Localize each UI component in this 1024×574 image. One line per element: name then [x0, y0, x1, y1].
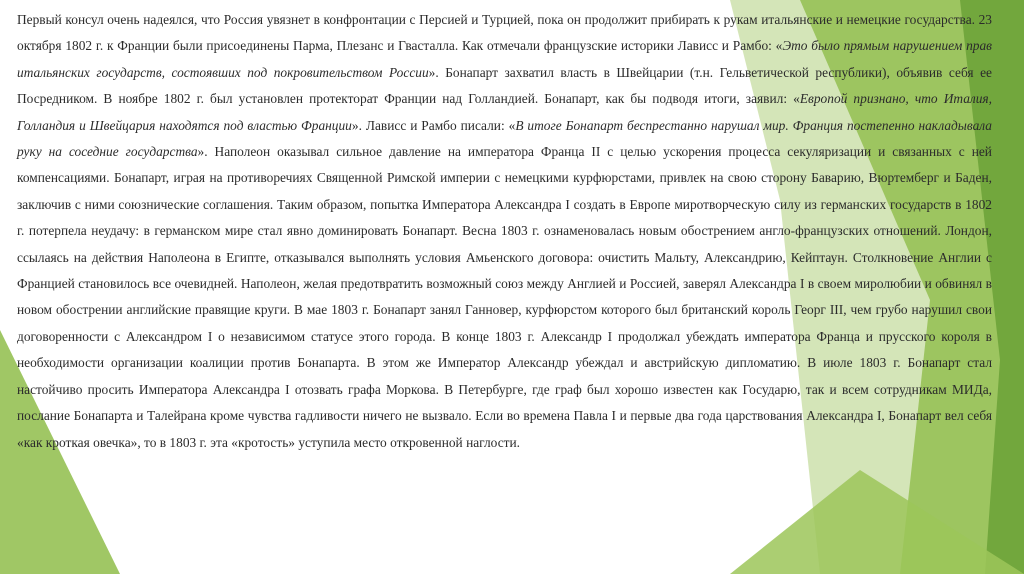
- quote-lavisse-rambaud-1: Это было прямым нарушением прав итальянских государств, состоявших под покровительством России: [17, 38, 992, 80]
- text-segment: ». Лависс и Рамбо писали: «: [351, 117, 516, 133]
- quote-lavisse-rambaud-2: В итоге Бонапарт беспрестанно нарушал мир. Франция постепенно накладывала руку на соседние государства: [17, 117, 992, 160]
- text-segment: ». Бонапарт захватил власть в Швейцарии (т.н. Гельветической республики), объявив себя ее Посредником. В ноябре 1802 г. был установлен протекторат Франции над Голландией. Бонапарт, как бы подводя итоги, заявил: «: [17, 64, 992, 107]
- main-paragraph: [17, 7, 992, 456]
- text-segment: Первый консул очень надеялся, что Россия увязнет в конфронтации с Персией и Турцией, пока он продолжит прибирать к рукам итальянские и немецкие государства. 23 октября 1802 г. к Франции были присоединены Парма, Плезанс и Гвасталла. Как отмечали французские историки Лависс и Рамбо: «: [17, 12, 992, 54]
- quote-bonaparte: Европой признано, что Италия, Голландия и Швейцария находятся под властью Франции: [17, 91, 993, 133]
- slide-text: [17, 7, 992, 456]
- text-segment: ». Наполеон оказывал сильное давление на императора Франца II с целью ускорения процесса секуляризации и связанных с ней компенсациями. Бонапарт, играя на противоречиях Священной Римской империи с немецкими курфюрстами, привлек на свою сторону Баварию, Вюртемберг и Баден, заключив с ними союзнические соглашения. Таким образом, попытка Императора Александра I создать в Европе миротворческую силу из германских государств в 1802 г. потерпела неудачу: в германском мире стал явно доминировать Бонапарт. Весна 1803 г. ознаменовалась новым обострением англо-французских отношений. Лондон, ссылаясь на действия Наполеона в Египте, отказывался выполнять условия Амьенского договора: очистить Мальту, Александрию, Кейптаун. Столкновение Англии с Францией становилось все очевидней. Наполеон, желая предотвратить возможный союз между Англией и Россией, заверял Александра I в своем миролюбии и обвинял в новом обострении английские правящие круги. В мае 1803 г. Бонапарт занял Ганновер, курфюрстом которого был британский король Георг III, чем грубо нарушил свои договоренности с Александром I о независимом статусе этого города. В конце 1803 г. Александр I продолжал убеждать императора Франца и прусского короля в необходимости организации коалиции против Бонапарта. В этом же Император Александр убеждал и австрийскую дипломатию. В июле 1803 г. Бонапарт стал настойчиво просить Императора Александра I отозвать графа Моркова. В Петербурге, где граф был хорошо известен как Государю, так и всем сотрудникам МИДа, послание Бонапарта и Талейрана кроме чувства гадливости ничего не вызвало. Если во времена Павла I и первые два года царствования Александра I, Бонапарт вел себя «как кроткая овечка», то в 1803 г. эта «кротость» уступила место откровенной наглости.: [17, 144, 992, 450]
